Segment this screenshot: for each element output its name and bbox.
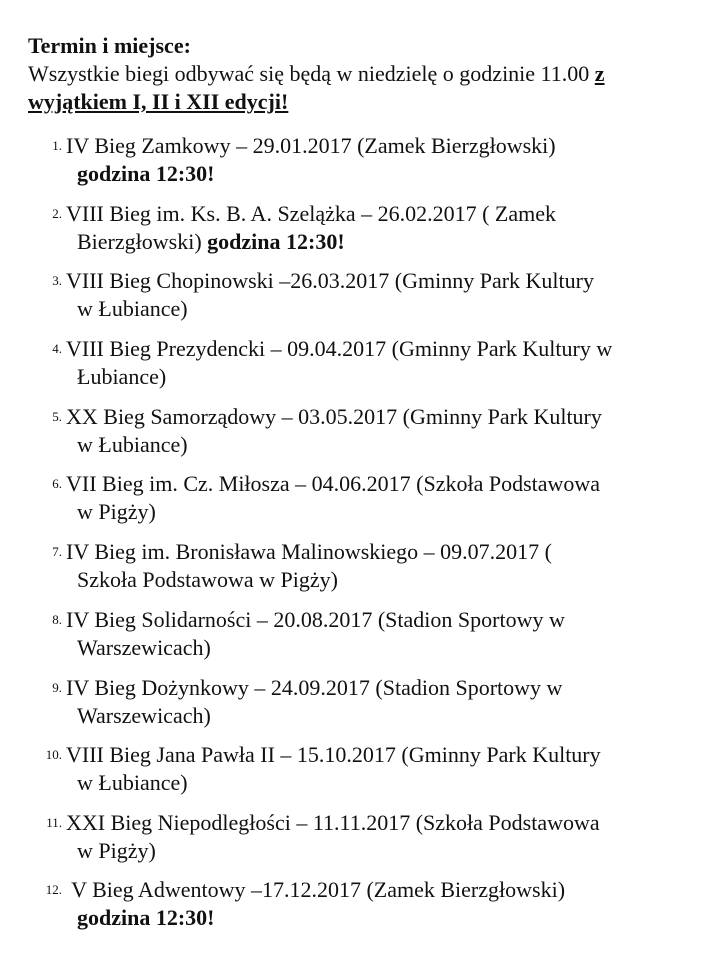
- intro-text: Wszystkie biegi odbywać się będą w niedzielę o godzinie 11.00: [28, 61, 595, 86]
- item-line2-text: Warszewicach): [77, 703, 211, 728]
- item-line2-text: w Łubiance): [77, 770, 188, 795]
- item-line2-text: Warszewicach): [77, 635, 211, 660]
- intro-emphasis-z: z: [594, 61, 605, 86]
- item-time-note: godzina 12:30!: [77, 905, 215, 930]
- item-number: 3.: [52, 273, 62, 288]
- item-line2: [77, 769, 188, 797]
- item-line2-text: Szkoła Podstawowa w Pigży): [77, 567, 338, 592]
- item-number: 10.: [45, 747, 62, 762]
- item-line2-text: w Pigży): [77, 499, 156, 524]
- item-line1: VII Bieg im. Cz. Miłosza – 04.06.2017 (Szkoła Podstawowa: [66, 471, 601, 496]
- item-line1: IV Bieg Zamkowy – 29.01.2017 (Zamek Bierzgłowski): [66, 133, 556, 158]
- item-number: 9.: [52, 680, 62, 695]
- item-line2: [77, 363, 166, 391]
- item-line2-text: w Łubiance): [77, 432, 188, 457]
- item-line2-text: w Łubiance): [77, 296, 188, 321]
- item-line2: [77, 566, 338, 594]
- item-line2: [77, 837, 156, 865]
- item-number: 5.: [52, 409, 62, 424]
- item-number: 7.: [52, 544, 62, 559]
- item-line2: [77, 160, 215, 188]
- item-line1: IV Bieg Dożynkowy – 24.09.2017 (Stadion Sportowy w: [66, 675, 563, 700]
- item-line1: V Bieg Adwentowy –17.12.2017 (Zamek Bierzgłowski): [66, 877, 566, 902]
- item-number: 1.: [52, 138, 62, 153]
- item-line2: [77, 431, 188, 459]
- item-number: 12.: [45, 882, 62, 897]
- item-number: 4.: [52, 341, 62, 356]
- item-line1: XXI Bieg Niepodległości – 11.11.2017 (Szkoła Podstawowa: [66, 810, 600, 835]
- item-time-note: godzina 12:30!: [77, 161, 215, 186]
- item-line1: VIII Bieg im. Ks. B. A. Szelążka – 26.02.2017 ( Zamek: [66, 201, 557, 226]
- section-heading: Termin i miejsce:: [28, 33, 191, 58]
- item-line2: [77, 498, 156, 526]
- item-line2: [77, 295, 188, 323]
- item-line2-text: Łubiance): [77, 364, 167, 389]
- item-line2: [77, 634, 211, 662]
- item-line2-text: w Pigży): [77, 838, 156, 863]
- intro-emphasis-exception: wyjątkiem I, II i XII edycji!: [28, 89, 289, 114]
- item-line2: [77, 702, 211, 730]
- item-line1: VIII Bieg Prezydencki – 09.04.2017 (Gminny Park Kultury w: [66, 336, 613, 361]
- item-time-note: godzina 12:30!: [207, 229, 345, 254]
- item-line1: XX Bieg Samorządowy – 03.05.2017 (Gminny Park Kultury: [66, 404, 602, 429]
- item-line1: IV Bieg Solidarności – 20.08.2017 (Stadion Sportowy w: [66, 607, 565, 632]
- item-number: 6.: [52, 476, 62, 491]
- item-number: 11.: [46, 815, 62, 830]
- item-line1: IV Bieg im. Bronisława Malinowskiego – 09.07.2017 (: [66, 539, 552, 564]
- item-line1: VIII Bieg Chopinowski –26.03.2017 (Gminny Park Kultury: [66, 268, 594, 293]
- item-line2: [77, 228, 345, 256]
- item-number: 8.: [52, 612, 62, 627]
- item-line2-text: Bierzgłowski): [77, 229, 208, 254]
- item-line2: [77, 904, 215, 932]
- item-number: 2.: [52, 206, 62, 221]
- item-line1: VIII Bieg Jana Pawła II – 15.10.2017 (Gminny Park Kultury: [66, 742, 601, 767]
